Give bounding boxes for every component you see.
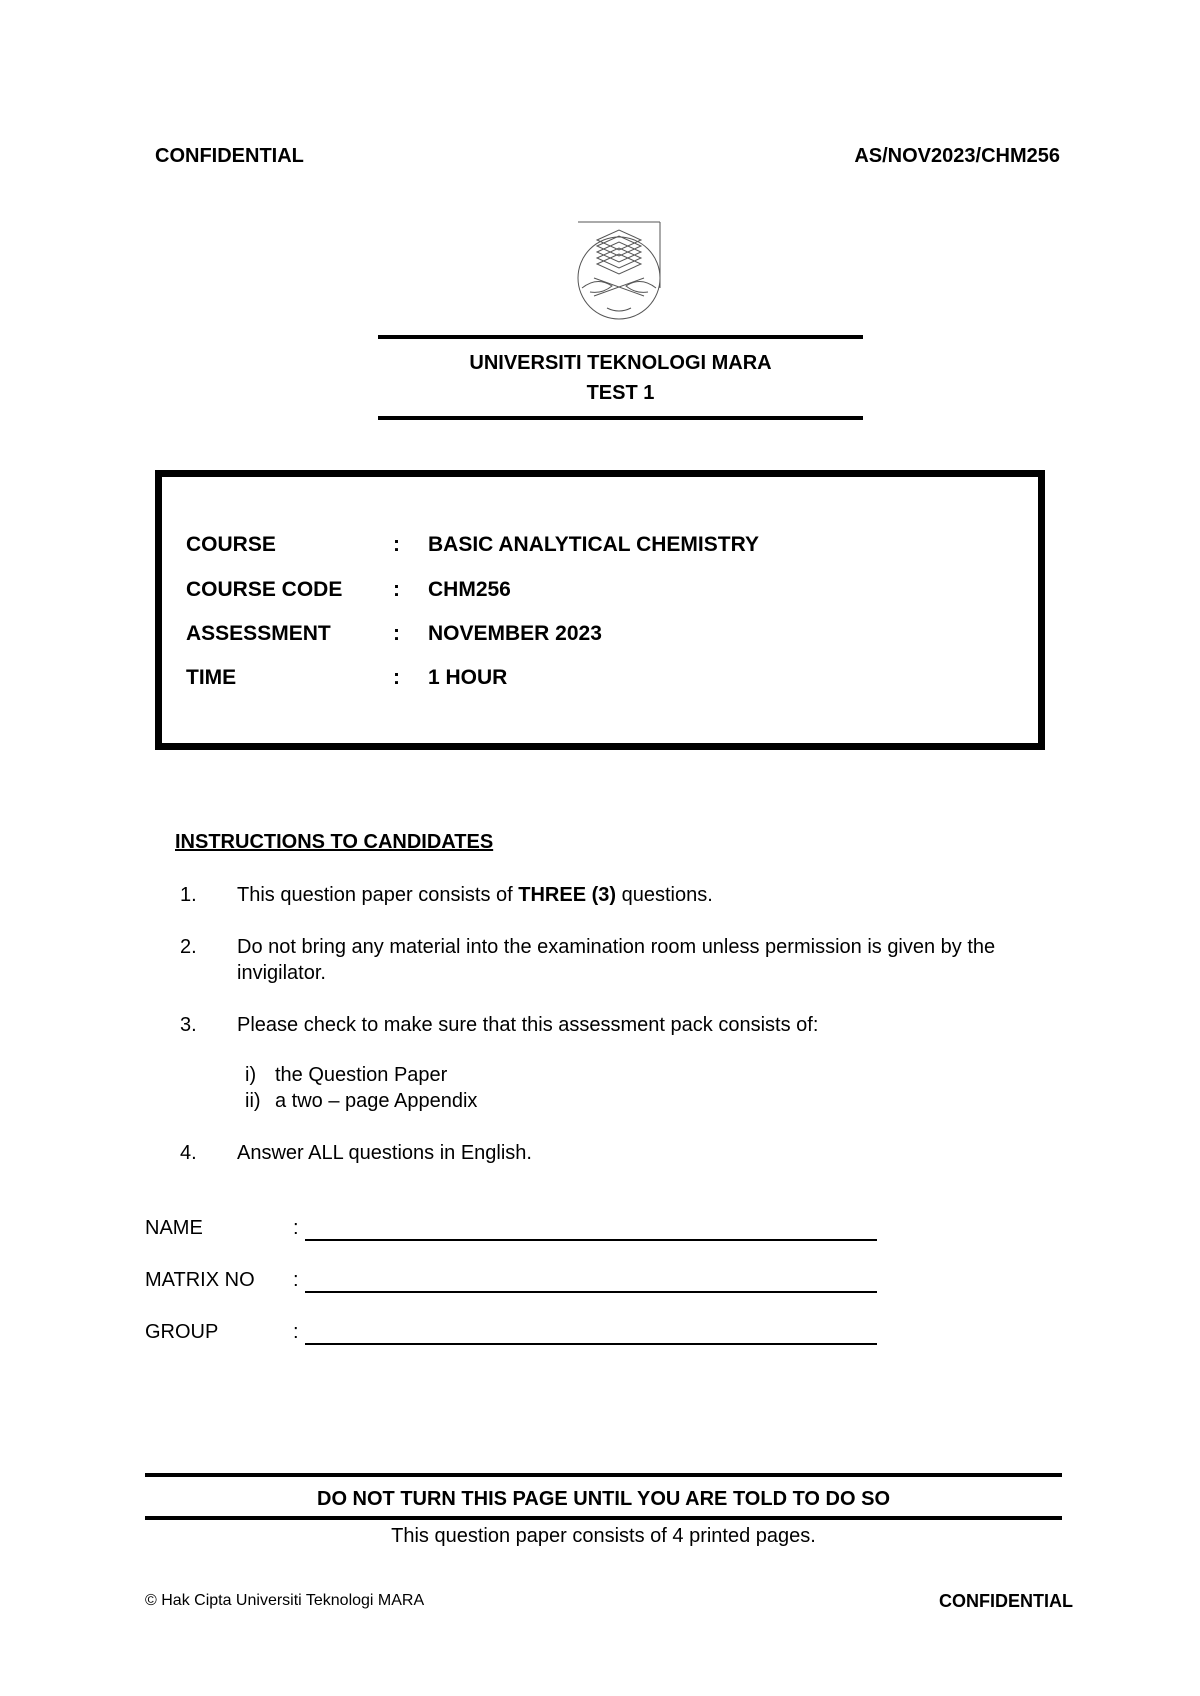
printed-pages-note: This question paper consists of 4 printed pages.: [391, 1525, 816, 1547]
instruction-3-number: 3.: [180, 1014, 197, 1036]
copyright-notice: © Hak Cipta Universiti Teknologi MARA: [145, 1592, 425, 1609]
group-field[interactable]: [305, 1343, 877, 1345]
assessment-value: NOVEMBER 2023: [428, 622, 602, 645]
course-code-value: CHM256: [428, 578, 511, 601]
name-separator: :: [293, 1217, 299, 1239]
instruction-3-sub-1-text: the Question Paper: [275, 1064, 448, 1086]
group-separator: :: [293, 1321, 299, 1343]
footer-confidential: CONFIDENTIAL: [939, 1591, 1073, 1611]
assessment-label: ASSESSMENT: [186, 622, 331, 645]
instruction-1-number: 1.: [180, 884, 197, 906]
instruction-3-sub-2-number: ii): [245, 1090, 261, 1112]
time-separator: :: [393, 666, 400, 689]
group-label: GROUP: [145, 1321, 219, 1343]
assessment-separator: :: [393, 622, 400, 645]
instruction-4-text: Answer ALL questions in English.: [237, 1142, 532, 1164]
header-confidential: CONFIDENTIAL: [155, 145, 304, 167]
matrix-no-field[interactable]: [305, 1291, 877, 1293]
instruction-2-number: 2.: [180, 936, 197, 958]
matrix-no-label: MATRIX NO: [145, 1269, 255, 1291]
instruction-2-text: Do not bring any material into the examination room unless permission is given by the invigilator.: [237, 936, 996, 984]
instruction-1-post: questions.: [616, 884, 713, 906]
instructions-heading: INSTRUCTIONS TO CANDIDATES: [175, 831, 494, 853]
name-label: NAME: [145, 1217, 203, 1239]
instruction-3-text: Please check to make sure that this assessment pack consists of:: [237, 1014, 819, 1036]
instruction-4-number: 4.: [180, 1142, 197, 1164]
course-code-separator: :: [393, 578, 400, 601]
header-paper-code: AS/NOV2023/CHM256: [854, 145, 1060, 167]
title-top-rule: [378, 335, 863, 339]
course-info-box: [155, 470, 1045, 750]
course-code-label: COURSE CODE: [186, 578, 343, 601]
matrix-no-separator: :: [293, 1269, 299, 1291]
test-title: TEST 1: [586, 382, 655, 404]
do-not-turn-warning: DO NOT TURN THIS PAGE UNTIL YOU ARE TOLD TO DO SO: [317, 1488, 890, 1510]
time-label: TIME: [186, 666, 237, 689]
warning-bottom-rule: [145, 1516, 1062, 1520]
course-label: COURSE: [186, 533, 276, 556]
instruction-1-text: [237, 882, 713, 908]
instruction-1-pre: This question paper consists of: [237, 884, 519, 906]
instruction-3-sub-1-number: i): [245, 1064, 257, 1086]
course-value: BASIC ANALYTICAL CHEMISTRY: [428, 533, 759, 556]
warning-top-rule: [145, 1473, 1062, 1477]
name-field[interactable]: [305, 1239, 877, 1241]
uitm-crest-logo: [572, 218, 667, 326]
university-name: UNIVERSITI TEKNOLOGI MARA: [469, 352, 772, 374]
course-separator: :: [393, 533, 400, 556]
instruction-1-bold: THREE (3): [518, 884, 617, 906]
time-value: 1 HOUR: [428, 666, 508, 689]
title-bottom-rule: [378, 416, 863, 420]
instruction-3-sub-2-text: a two – page Appendix: [275, 1090, 478, 1112]
